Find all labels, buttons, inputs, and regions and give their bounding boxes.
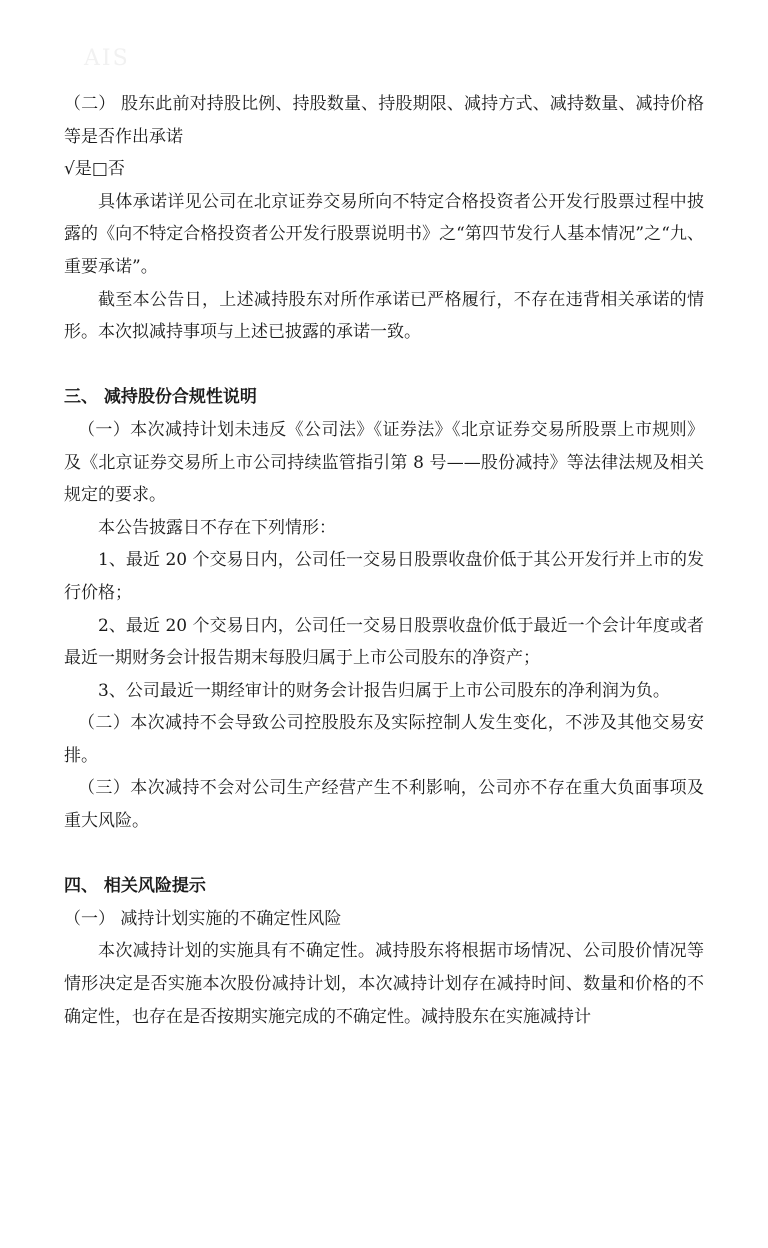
section-4-subsection-1-title: （一） 减持计划实施的不确定性风险 [64, 908, 342, 929]
subsection-2-title: （二） 股东此前对持股比例、持股数量、持股期限、减持方式、减持数量、减持价格等是否作出承诺 [64, 94, 704, 147]
watermark: AIS [84, 46, 130, 71]
section-spacer [64, 349, 704, 382]
commitment-status-paragraph: 截至本公告日，上述减持股东对所作承诺已严格履行，不存在违背相关承诺的情形。本次拟减持事项与上述已披露的承诺一致。 [64, 289, 704, 343]
commitment-detail-paragraph: 具体承诺详见公司在北京证券交易所向不特定合格投资者公开发行股票过程中披露的《向不特定合格投资者公开发行股票说明书》之“第四节发行人基本情况”之“九、重要承诺”。 [64, 191, 704, 277]
section-3-case-2: 2、最近 20 个交易日内，公司任一交易日股票收盘价低于最近一个会计年度或者最近一期财务会计报告期末每股归属于上市公司股东的净资产； [64, 615, 704, 669]
document-body [64, 88, 704, 1033]
section-4-title: 四、 相关风险提示 [64, 876, 206, 897]
section-spacer [64, 838, 704, 871]
section-3-case-1: 1、最近 20 个交易日内，公司任一交易日股票收盘价低于其公开发行并上市的发行价格； [64, 550, 704, 603]
checkbox-line: √是□否 [64, 159, 125, 180]
section-3-item-1: （一）本次减持计划未违反《公司法》《证券法》《北京证券交易所股票上市规则》及《北京证券交易所上市公司持续监管指引第 8 号——股份减持》等法律法规及相关规定的要求。 [64, 419, 704, 506]
section-3-title: 三、 减持股份合规性说明 [64, 387, 257, 408]
section-3-case-3: 3、公司最近一期经审计的财务会计报告归属于上市公司股东的净利润为负。 [98, 680, 670, 701]
section-3-item-3: （三）本次减持不会对公司生产经营产生不利影响，公司亦不存在重大负面事项及重大风险。 [64, 778, 704, 832]
section-3-intro: 本公告披露日不存在下列情形： [98, 517, 336, 538]
section-4-paragraph-1: 本次减持计划的实施具有不确定性。减持股东将根据市场情况、公司股价情况等情形决定是否实施本次股份减持计划，本次减持计划存在减持时间、数量和价格的不确定性，也存在是否按期实施完成的不确定性。减持股东在实施减持计 [64, 941, 704, 1027]
section-3-item-2: （二）本次减持不会导致公司控股股东及实际控制人发生变化，不涉及其他交易安排。 [64, 713, 704, 766]
